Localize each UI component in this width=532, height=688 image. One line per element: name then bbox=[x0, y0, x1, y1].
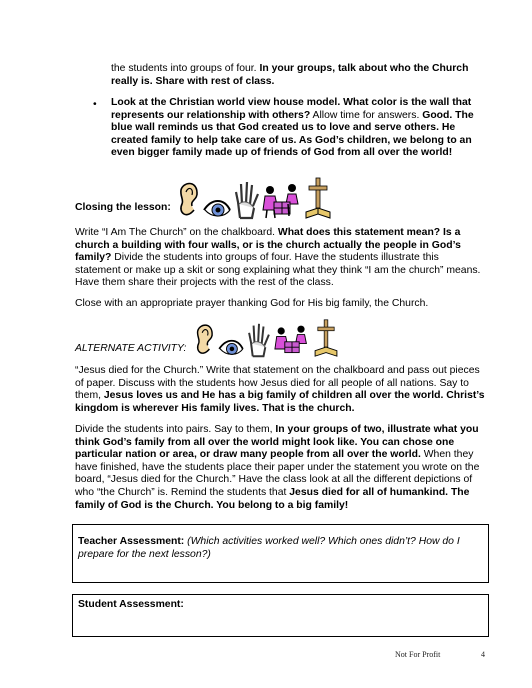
footer-text: Not For Profit bbox=[395, 650, 441, 659]
page-number: 4 bbox=[481, 650, 485, 659]
alt2-bold-1: In your groups of two, illustrate what you think God’s family from all over the world might look like. You can chose one particular nation or area, or draw many people from all over the world. bbox=[75, 424, 479, 461]
closing-icons bbox=[176, 174, 332, 220]
closing-heading: Closing the lesson: bbox=[75, 202, 171, 213]
ear-icon bbox=[193, 322, 215, 358]
alt1-text: “Jesus died for the Church.” Write that statement on the chalkboard and pass out pieces of paper. Discuss with the students how Jesus died for all people of all nations. Say to them, bbox=[75, 365, 480, 402]
alt1-bold-text: Jesus loves us and He has a big family of children all over the world. Christ’s kingdom is wherever His family lives. That is the church. bbox=[75, 390, 485, 414]
student-assessment-label: Student Assessment: bbox=[78, 599, 184, 610]
cross-with-bible-icon bbox=[304, 176, 332, 220]
alternate-paragraph-2 bbox=[75, 424, 487, 512]
hand-icon bbox=[247, 322, 271, 358]
alternate-heading: ALTERNATE ACTIVITY: bbox=[75, 343, 187, 354]
eye-icon bbox=[217, 338, 245, 358]
alternate-paragraph-1 bbox=[75, 365, 487, 415]
bullet-question: Look at the Christian world view house model. What color is the wall that represents our relationship with others? bbox=[111, 97, 472, 121]
closing-text-2: Divide the students into groups of four. Have the students illustrate this statement or make up a skit or song explaining what they think “I am the church” means. Have them share their projects with the rest of the class. bbox=[75, 252, 481, 289]
intro-bold-text: In your groups, talk about who the Church really is. Share with rest of class. bbox=[111, 63, 469, 87]
people-with-gift-icon bbox=[262, 180, 302, 220]
closing-text-1: Write “I Am The Church” on the chalkboard. bbox=[75, 227, 278, 238]
alt2-text-2: When they have finished, have the students place their paper under the statement you wrote on the board, “Jesus died for the Church.” Have the class look at all the different depictions of who “the Church” is. Remind the students that bbox=[75, 449, 480, 498]
hand-icon bbox=[234, 180, 260, 220]
bullet-plain-text: Allow time for answers. bbox=[310, 109, 423, 121]
bullet-answer: Good. The blue wall reminds us that God created us to love and serve others. He created family to help take care of us. As God’s children, we belong to an even bigger family made up of friends of God from all over the world! bbox=[111, 109, 474, 159]
teacher-assessment-prompt: (Which activities worked well? Which ones didn’t? How do I prepare for the next lesson?) bbox=[78, 536, 460, 560]
alternate-icons bbox=[193, 316, 339, 358]
cross-with-bible-icon bbox=[313, 318, 339, 358]
alt2-bold-2: Jesus died for all of humankind. The family of God is the Church. You belong to a big family! bbox=[75, 486, 470, 511]
intro-paragraph bbox=[111, 63, 481, 88]
closing-prayer: Close with an appropriate prayer thanking God for His big family, the Church. bbox=[75, 298, 429, 309]
ear-icon bbox=[176, 180, 200, 220]
teacher-assessment-label: Teacher Assessment: bbox=[78, 536, 185, 547]
eye-icon bbox=[202, 198, 232, 220]
bullet-paragraph bbox=[111, 97, 483, 160]
teacher-assessment-box[interactable] bbox=[72, 524, 489, 583]
bullet-symbol: • bbox=[93, 99, 97, 110]
teacher-assessment-text bbox=[78, 536, 478, 561]
alt2-text-1: Divide the students into pairs. Say to them, bbox=[75, 424, 276, 435]
closing-paragraph bbox=[75, 227, 485, 290]
student-assessment-box[interactable] bbox=[72, 594, 489, 637]
people-with-gift-icon bbox=[273, 322, 311, 358]
closing-question: What does this statement mean? Is a church a building with four walls, or is the church actually the people in God’s family? bbox=[75, 227, 461, 264]
intro-text: the students into groups of four. bbox=[111, 63, 260, 74]
